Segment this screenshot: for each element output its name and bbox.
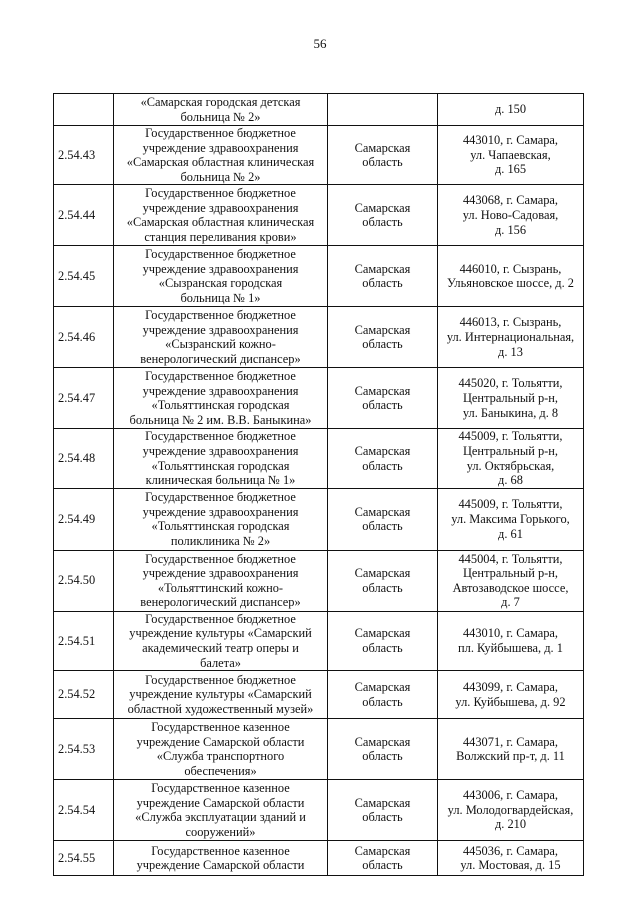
- region: Самарская область: [328, 841, 438, 876]
- address: 443010, г. Самара, пл. Куйбышева, д. 1: [438, 611, 584, 670]
- organization-name: Государственное казенное учреждение Самарской области «Служба эксплуатации зданий и сооружений»: [114, 780, 328, 841]
- page-number: 56: [313, 36, 327, 51]
- organization-name: Государственное бюджетное учреждение здравоохранения «Самарская областная клиническая больница № 2»: [114, 126, 328, 185]
- address: 445009, г. Тольятти, ул. Максима Горького, д. 61: [438, 488, 584, 550]
- address: 445020, г. Тольятти, Центральный р-н, ул. Баныкина, д. 8: [438, 368, 584, 429]
- row-number: 2.54.50: [54, 550, 114, 611]
- organization-name: Государственное бюджетное учреждение здравоохранения «Самарская областная клиническая станция переливания крови»: [114, 185, 328, 246]
- address: 443006, г. Самара, ул. Молодогвардейская, д. 210: [438, 780, 584, 841]
- address: 443010, г. Самара, ул. Чапаевская, д. 165: [438, 126, 584, 185]
- organization-name: Государственное бюджетное учреждение здравоохранения «Тольяттинская городская больница № 2 им. В.В. Баныкина»: [114, 368, 328, 429]
- row-number: 2.54.47: [54, 368, 114, 429]
- row-number: 2.54.46: [54, 307, 114, 368]
- row-number: 2.54.55: [54, 841, 114, 876]
- organization-name: Государственное казенное учреждение Самарской области «Служба транспортного обеспечения»: [114, 719, 328, 780]
- table-row: [54, 841, 584, 876]
- row-number: 2.54.48: [54, 429, 114, 488]
- table-row: [54, 429, 584, 488]
- address: 443071, г. Самара, Волжский пр-т, д. 11: [438, 719, 584, 780]
- row-number: 2.54.44: [54, 185, 114, 246]
- organization-name: Государственное бюджетное учреждение здравоохранения «Сызранский кожно- венерологический диспансер»: [114, 307, 328, 368]
- address: 446013, г. Сызрань, ул. Интернациональная, д. 13: [438, 307, 584, 368]
- region: Самарская область: [328, 611, 438, 670]
- organization-name: «Самарская городская детская больница № 2»: [114, 94, 328, 126]
- organization-name: Государственное бюджетное учреждение здравоохранения «Сызранская городская больница № 1»: [114, 246, 328, 307]
- region: Самарская область: [328, 246, 438, 307]
- region: Самарская область: [328, 671, 438, 719]
- table-row: [54, 780, 584, 841]
- organization-name: Государственное бюджетное учреждение здравоохранения «Тольяттинская городская клиническая больница № 1»: [114, 429, 328, 488]
- region: Самарская область: [328, 185, 438, 246]
- row-number: 2.54.49: [54, 488, 114, 550]
- region: [328, 94, 438, 126]
- address: 445009, г. Тольятти, Центральный р-н, ул. Октябрьская, д. 68: [438, 429, 584, 488]
- organizations-table: [53, 93, 584, 876]
- row-number: [54, 94, 114, 126]
- address: 445036, г. Самара, ул. Мостовая, д. 15: [438, 841, 584, 876]
- organization-name: Государственное бюджетное учреждение здравоохранения «Тольяттинская городская поликлиника № 2»: [114, 488, 328, 550]
- organization-name: Государственное бюджетное учреждение культуры «Самарский академический театр оперы и балета»: [114, 611, 328, 670]
- table-row: [54, 550, 584, 611]
- region: Самарская область: [328, 719, 438, 780]
- table-row: [54, 671, 584, 719]
- address: 443099, г. Самара, ул. Куйбышева, д. 92: [438, 671, 584, 719]
- row-number: 2.54.51: [54, 611, 114, 670]
- region: Самарская область: [328, 307, 438, 368]
- table-body: [54, 94, 584, 876]
- address: 443068, г. Самара, ул. Ново-Садовая, д. 156: [438, 185, 584, 246]
- region: Самарская область: [328, 429, 438, 488]
- address: д. 150: [438, 94, 584, 126]
- row-number: 2.54.52: [54, 671, 114, 719]
- address: 446010, г. Сызрань, Ульяновское шоссе, д. 2: [438, 246, 584, 307]
- table-row: [54, 488, 584, 550]
- row-number: 2.54.54: [54, 780, 114, 841]
- row-number: 2.54.53: [54, 719, 114, 780]
- row-number: 2.54.43: [54, 126, 114, 185]
- region: Самарская область: [328, 550, 438, 611]
- table-row: [54, 94, 584, 126]
- organization-name: Государственное бюджетное учреждение культуры «Самарский областной художественный музей»: [114, 671, 328, 719]
- table-row: [54, 126, 584, 185]
- table-row: [54, 368, 584, 429]
- table-row: [54, 307, 584, 368]
- table-row: [54, 246, 584, 307]
- table-row: [54, 185, 584, 246]
- table-row: [54, 611, 584, 670]
- organization-name: Государственное бюджетное учреждение здравоохранения «Тольяттинский кожно- венерологический диспансер»: [114, 550, 328, 611]
- organization-name: Государственное казенное учреждение Самарской области: [114, 841, 328, 876]
- region: Самарская область: [328, 780, 438, 841]
- region: Самарская область: [328, 126, 438, 185]
- table-row: [54, 719, 584, 780]
- region: Самарская область: [328, 368, 438, 429]
- address: 445004, г. Тольятти, Центральный р-н, Автозаводское шоссе, д. 7: [438, 550, 584, 611]
- region: Самарская область: [328, 488, 438, 550]
- row-number: 2.54.45: [54, 246, 114, 307]
